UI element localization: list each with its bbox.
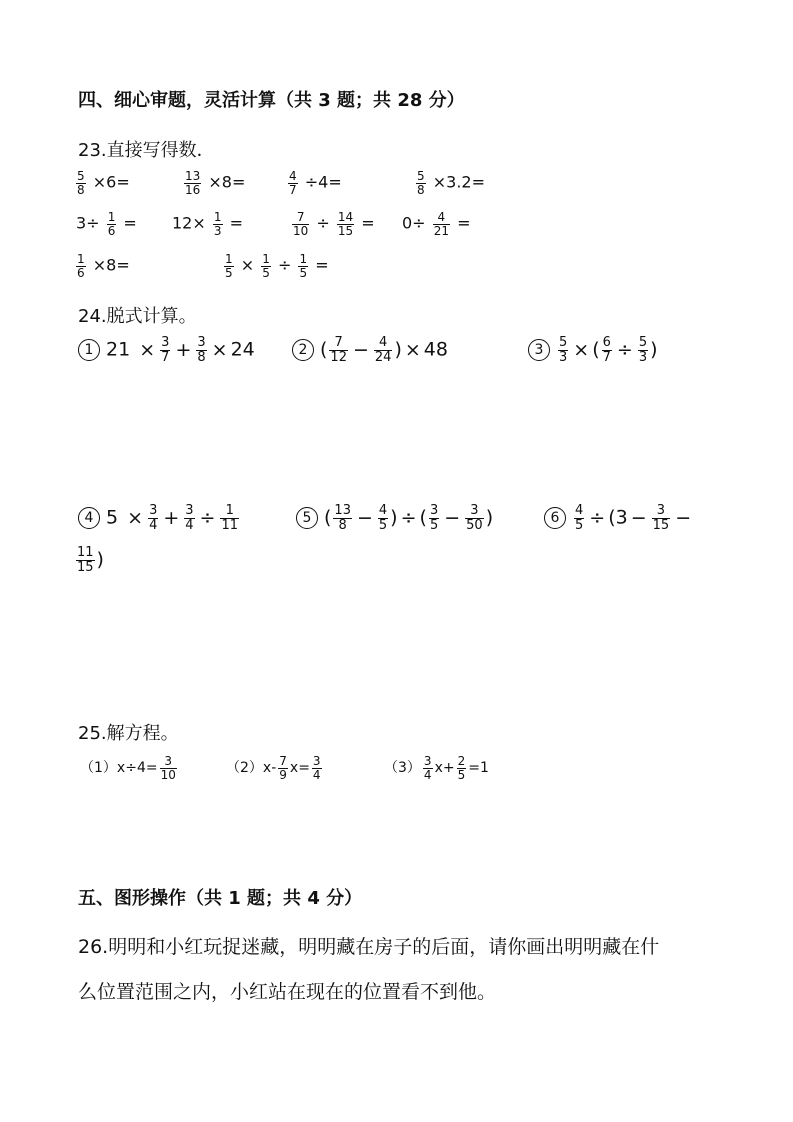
q24-problem-2: 2 ( $\frac{7}{12}$ − $\frac{4}{24}$ ) × 48 [292,336,448,364]
circled-number: 3 [528,339,550,361]
circled-number: 5 [296,507,318,529]
circled-number: 2 [292,339,314,361]
q24-problem-3: 3 $\frac{5}{3}$ × ( $\frac{6}{7}$ ÷ $\frac{5}{3}$ ) [528,336,658,364]
q23-item-8: 0÷ $\frac{4}{21}$ = [402,210,471,238]
q25-title: 25.解方程。 [78,723,179,744]
q25-equation-2: （2）x- $\frac{7}{9}$ x= $\frac{3}{4}$ [226,754,321,782]
q24-problem-4: 4 5 × $\frac{3}{4}$ + $\frac{3}{4}$ ÷ $\frac{1}{11}$ [78,504,241,532]
q26-line-2: 么位置范围之内，小红站在现在的位置看不到他。 [78,981,497,1003]
q23-item-6: 12× $\frac{1}{3}$ = [172,210,243,238]
section-5-title: 五、图形操作（共 1 题；共 4 分） [78,888,363,909]
q23-item-7: $\frac{7}{10}$ ÷ $\frac{14}{15}$ = [293,210,375,238]
q23-title: 23.直接写得数． [78,140,215,161]
q23-item-4: $\frac{5}{8}$ ×3.2= [417,169,485,197]
circled-number: 4 [78,507,100,529]
q24-problem-6: 6 $\frac{4}{5}$ ÷ (3 − $\frac{3}{15}$ − [544,504,694,532]
q24-problem-6-continued: $\frac{11}{15}$ ) [77,545,104,575]
q25-equation-1: （1）x÷4= $\frac{3}{10}$ [80,754,176,782]
q23-item-10: $\frac{1}{5}$ × $\frac{1}{5}$ ÷ $\frac{1}{5}$ = [225,252,329,280]
q23-item-2: $\frac{13}{16}$ ×8= [185,169,246,197]
q26-line-1: 26.明明和小红玩捉迷藏，明明藏在房子的后面，请你画出明明藏在什 [78,936,660,958]
q23-item-1: $\frac{5}{8}$ ×6= [77,169,130,197]
circled-number: 6 [544,507,566,529]
circled-number: 1 [78,339,100,361]
q23-item-3: $\frac{4}{7}$ ÷4= [289,169,342,197]
q23-item-9: $\frac{1}{6}$ ×8= [77,252,130,280]
section-4-title: 四、细心审题，灵活计算（共 3 题；共 28 分） [78,90,465,111]
q25-equation-3: （3） $\frac{3}{4}$ x+ $\frac{2}{5}$ =1 [384,754,489,782]
q24-title: 24.脱式计算。 [78,306,197,327]
q24-problem-5: 5 ( $\frac{13}{8}$ − $\frac{4}{5}$ ) ÷ ( $\frac{3}{5}$ − $\frac{3}{50}$ ) [296,504,493,532]
q24-problem-1: 1 21 × $\frac{3}{7}$ + $\frac{3}{8}$ × 24 [78,336,255,364]
q23-item-5: 3÷ $\frac{1}{6}$ = [76,210,137,238]
